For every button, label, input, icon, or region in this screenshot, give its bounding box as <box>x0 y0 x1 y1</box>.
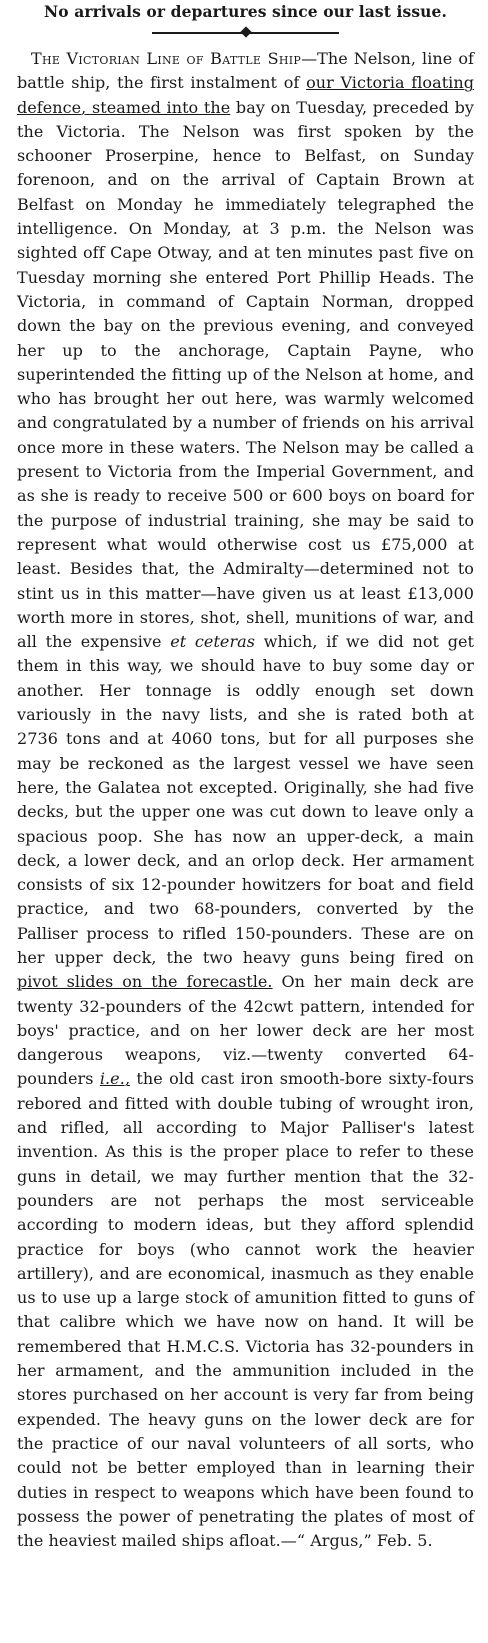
article-italic-ie: i.e., <box>99 1069 130 1089</box>
article-text-1: The Nelson, line of battle ship, the first instalment of <box>17 49 474 93</box>
article-text-2: bay on Tuesday, preceded by the Victoria. The Nelson was first spoken by the schooner Proserpine, hence to Belfast, on Sunday forenoon, and on the arrival of Captain Brown at Belfast on Monday he immediately telegraphed the intelligence. On Monday, at 3 p.m. the Nelson was sighted off Cape Otway, and at ten minutes past five on Tuesday morning she entered Port Phillip Heads. The Victoria, in command of Captain Norman, dropped down the bay on the previous evening, and conveyed her up to the anchorage, Captain Payne, who superintended the fitting up of the Nelson at home, and who has brought her out here, was warmly welcomed and congratulated by a number of friends on his arrival once more in these waters. The Nelson may be called a present to Victoria from the Imperial Government, and as she is ready to receive 500 or 600 boys on board for the purpose of industrial training, she may be said to represent what would otherwise cost us £75,000 at least. Besides that, the Admiralty—determined not to stint us in this matter—have given us at least £13,000 worth more in stores, shot, shell, munitions of war, and all the expensive <box>17 97 474 652</box>
headline-dash: — <box>301 49 318 68</box>
article-headline: The Victorian Line of Battle Ship <box>31 49 302 68</box>
article-text-underlined-2: pivot slides on the forecastle. <box>17 972 273 992</box>
article-text-underlined-1: our Victoria floating defence, steamed into the <box>17 73 474 117</box>
column-divider <box>17 26 474 40</box>
article-text-4: On her main deck are twenty 32-pounders of the 42cwt pattern, intended for boys' practice, and on her lower deck are her most dangerous weapons, viz.—twenty converted 64-pounders <box>17 972 474 1089</box>
divider-ornament-icon <box>240 26 251 37</box>
article-text-5: the old cast iron smooth-bore sixty-fours rebored and fitted with double tubing of wrought iron, and rifled, all according to Major Palliser's latest invention. As this is the proper place to refer to these guns in detail, we may further mention that the 32-pounders are not perhaps the most serviceable according to modern ideas, but they afford splendid practice for boys (who cannot work the heavier artillery), and are economical, inasmuch as they enable us to use up a large stock of amunition fitted to guns of that calibre which we have now on hand. It will be remembered that H.M.C.S. Victoria has 32-pounders in her armament, and the ammunition included in the stores purchased on her account is very far from being expended. The heavy guns on the lower deck are for the practice of our naval volunteers of all sorts, who could not be better employed than in learning their duties in respect to weapons which have been found to possess the power of penetrating the plates of most of the heaviest mailed ships afloat.—“ Argus,” Feb. 5. <box>17 1069 474 1551</box>
article-body <box>17 47 474 1553</box>
article-text-3: which, if we did not get them in this way, we should have to buy some day or another. Her tonnage is oddly enough set down variously in the navy lists, and she is rated both at 2736 tons and at 4060 tons, but for all purposes she may be reckoned as the largest vessel we have seen here, the Galatea not excepted. Originally, she had five decks, but the upper one was cut down to leave only a spacious poop. She has now an upper-deck, a main deck, a lower deck, and an orlop deck. Her armament consists of six 12-pounder howitzers for boat and field practice, and two 68-pounders, converted by the Palliser process to rifled 150-pounders. These are on her upper deck, the two heavy guns being fired on <box>17 632 474 967</box>
article-italic-et-ceteras: et ceteras <box>170 632 255 652</box>
shipping-notice: No arrivals or departures since our last issue. <box>44 2 447 21</box>
